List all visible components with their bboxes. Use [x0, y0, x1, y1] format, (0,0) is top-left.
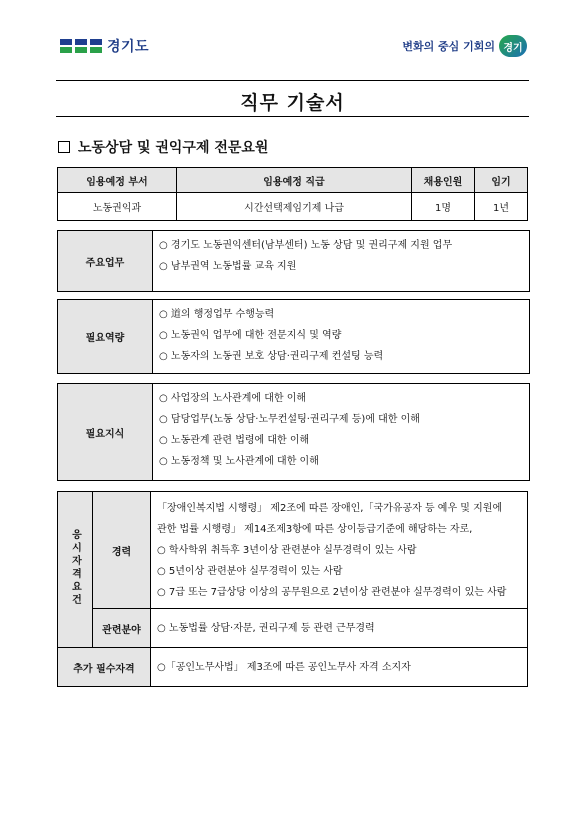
position-table	[57, 167, 528, 221]
table-row	[58, 193, 528, 221]
logo-mark-icon	[60, 39, 102, 53]
competency-label: 필요역량	[58, 300, 153, 373]
field-content: ○ 노동법률 상담·자문, 권리구제 등 관련 근무경력	[151, 609, 528, 648]
page-title: 직무 기술서	[240, 92, 345, 114]
list-item: ○ 노동관계 관련 법령에 대한 이해	[159, 435, 310, 446]
list-item: ○ 5년이상 관련분야 실무경력이 있는 사람	[157, 565, 343, 577]
header-grade: 임용예정 직급	[177, 168, 412, 193]
header-count: 채용인원	[412, 168, 475, 193]
list-item: 관한 법률 시행령」 제14조제3항에 따른 상이등급기준에 해당하는 자로,	[157, 523, 473, 535]
list-item: ○ 7급 또는 7급상당 이상의 공무원으로 2년이상 관련분야 실무경력이 있는 사람	[157, 586, 507, 598]
knowledge-label: 필요지식	[58, 384, 153, 480]
list-item: ○ 노동정책 및 노사관계에 대한 이해	[159, 456, 319, 467]
duties-box	[57, 230, 530, 292]
competency-box	[57, 299, 530, 374]
knowledge-box	[57, 383, 530, 481]
extra-content: ○「공인노무사법」 제3조에 따른 공인노무사 자격 소지자	[151, 648, 528, 687]
field-label: 관련분야	[93, 609, 151, 648]
slogan-badge: 경기	[499, 35, 527, 57]
list-item: ○ 노동권익 업무에 대한 전문지식 및 역량	[159, 330, 342, 341]
list-item: ○ 학사학위 취득후 3년이상 관련분야 실무경력이 있는 사람	[157, 544, 417, 556]
logo-text: 경기도	[107, 39, 150, 55]
cell-grade: 시간선택제임기제 나급	[177, 193, 412, 221]
section-heading	[58, 137, 268, 157]
header-term: 임기	[475, 168, 528, 193]
extra-label: 추가 필수자격	[58, 648, 151, 687]
list-item: ○ 노동자의 노동권 보호 상담·권리구제 컨설팅 능력	[159, 351, 384, 362]
title-top-rule	[56, 80, 529, 81]
cell-dept: 노동권익과	[58, 193, 177, 221]
duties-label: 주요업무	[58, 231, 153, 291]
list-item: ○ 사업장의 노사관계에 대한 이해	[159, 393, 307, 404]
header-dept: 임용예정 부서	[58, 168, 177, 193]
slogan-text: 변화의 중심 기회의	[402, 40, 495, 53]
cell-count: 1명	[412, 193, 475, 221]
duties-content	[153, 231, 529, 291]
table-header-row	[58, 168, 528, 193]
experience-content	[151, 492, 528, 609]
experience-label: 경력	[93, 492, 151, 609]
section-title: 노동상담 및 권익구제 전문요원	[78, 140, 269, 156]
cell-term: 1년	[475, 193, 528, 221]
slogan-logo	[402, 35, 527, 57]
knowledge-content	[153, 384, 529, 480]
list-item: ○ 道의 행정업무 수행능력	[159, 309, 275, 320]
qualification-label-cell	[58, 492, 93, 648]
qualification-label: 응시자격요건	[69, 529, 81, 607]
title-bottom-rule	[56, 116, 529, 117]
list-item: ○ 담당업무(노동 상담·노무컨설팅·권리구제 등)에 대한 이해	[159, 414, 420, 425]
list-item: ○ 남부권역 노동법률 교육 지원	[159, 261, 297, 272]
competency-content	[153, 300, 529, 373]
checkbox-icon	[58, 141, 70, 153]
qualification-table	[57, 491, 528, 687]
list-item: 「장애인복지법 시행령」 제2조에 따른 장애인,「국가유공자 등 예우 및 지원에	[157, 502, 503, 514]
list-item: ○ 경기도 노동권익센터(남부센터) 노동 상담 및 권리구제 지원 업무	[159, 240, 453, 251]
gyeonggi-logo	[60, 36, 149, 56]
